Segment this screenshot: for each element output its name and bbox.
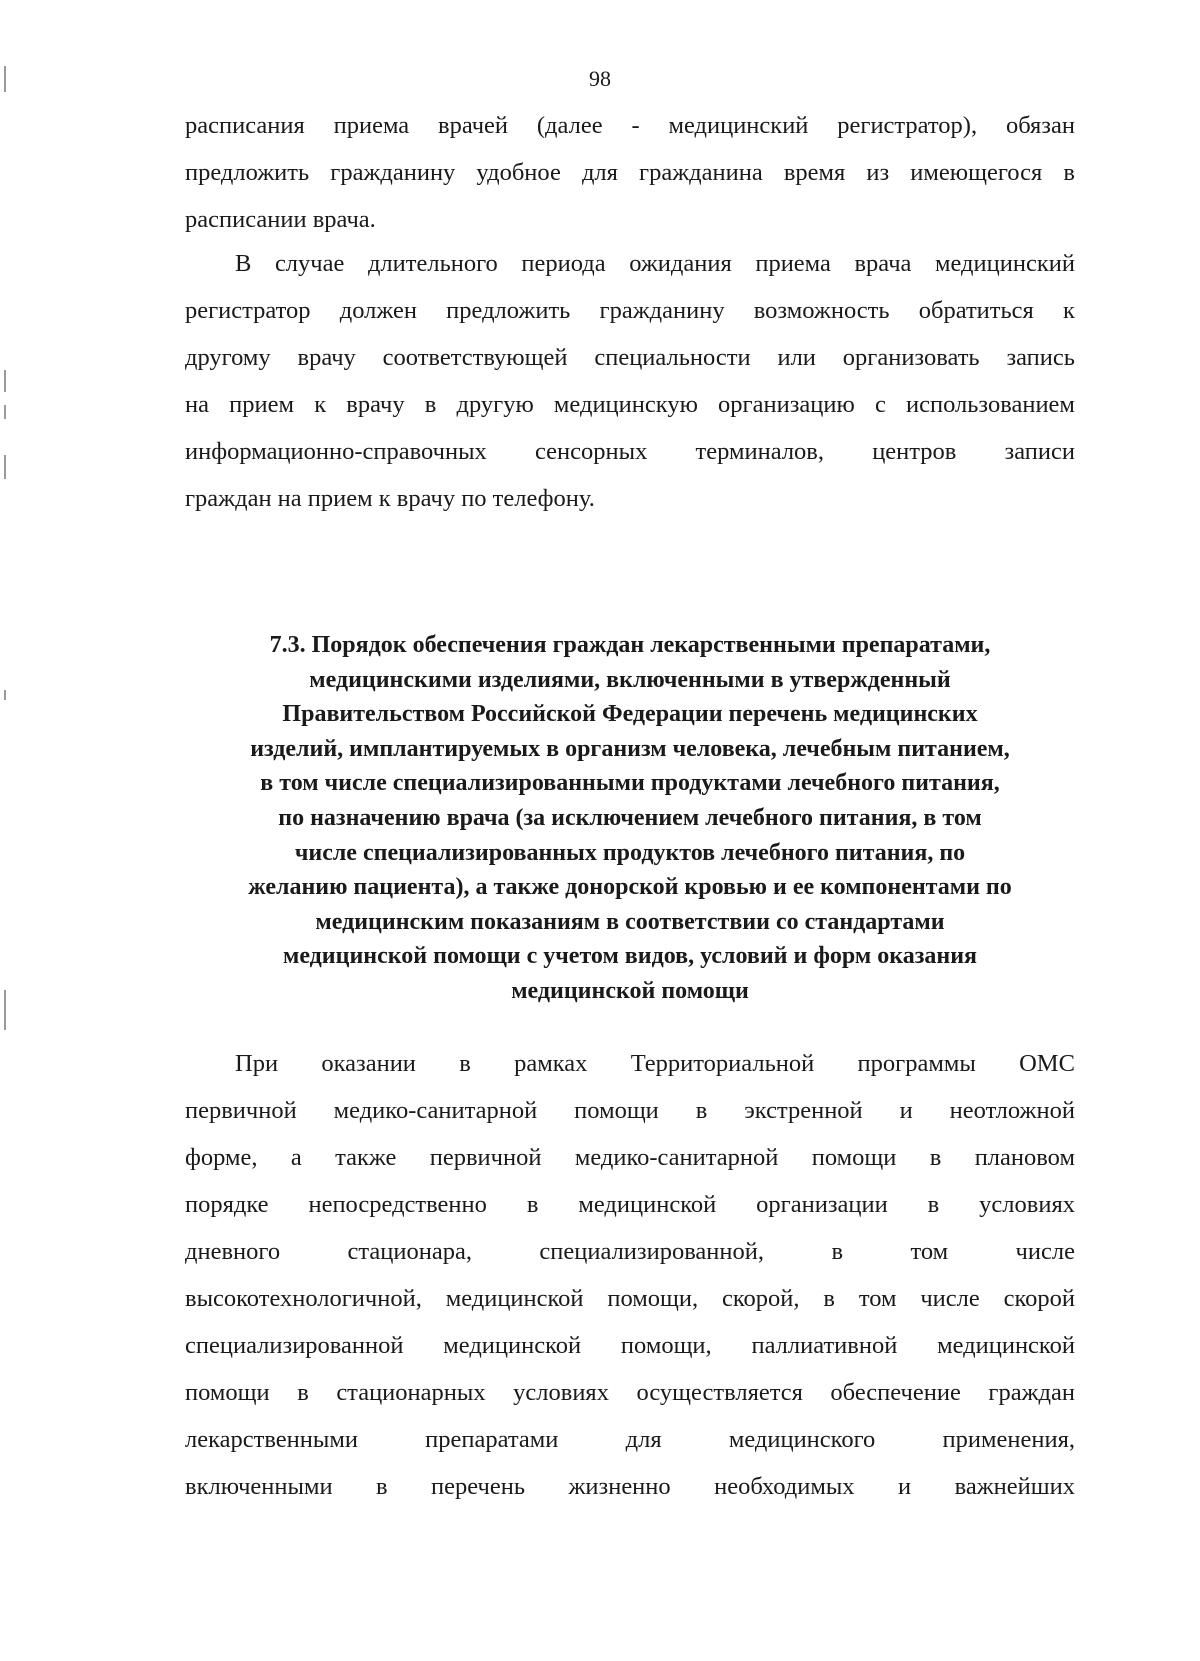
word: непосредственно (308, 1191, 487, 1218)
text-line (185, 1463, 1075, 1510)
word: обеспечение (830, 1379, 961, 1406)
scan-edge-mark (4, 455, 6, 479)
word: время (783, 159, 846, 186)
word: а (290, 1144, 302, 1171)
word: регистратор (185, 297, 311, 324)
word: для (625, 1426, 662, 1453)
word: В (235, 250, 252, 277)
word: перечень (431, 1473, 526, 1500)
scan-edge-mark (4, 405, 6, 419)
word: предложить (185, 159, 310, 186)
word: медицинской (445, 1285, 584, 1312)
word: медико-санитарной (574, 1144, 779, 1171)
text-line (185, 1134, 1075, 1181)
word: том (858, 1285, 897, 1312)
word: стационарных (336, 1379, 486, 1406)
text-line (185, 1087, 1075, 1134)
word: удобное (476, 159, 561, 186)
section-heading (160, 628, 1100, 1009)
heading-line: в том числе специализированными продуктами лечебного питания, (260, 770, 1000, 797)
word: расписания (185, 112, 305, 139)
text-line (185, 1369, 1075, 1416)
word: прием (229, 391, 295, 418)
word: важнейших (954, 1473, 1075, 1500)
word: врачу (297, 344, 356, 371)
heading-line: медицинскими изделиями, включенными в утвержденный (309, 666, 951, 693)
word: в (1063, 159, 1075, 186)
text-line (185, 428, 1075, 475)
word: врачей (438, 112, 509, 139)
word: запись (1006, 344, 1075, 371)
word: первичной (185, 1097, 297, 1124)
text-line (185, 240, 1075, 287)
word: для (581, 159, 618, 186)
word: порядке (185, 1191, 269, 1218)
word: также (335, 1144, 397, 1171)
word: гражданина (639, 159, 763, 186)
word: записи (1004, 438, 1075, 465)
word: оказании (321, 1050, 416, 1077)
word: или (777, 344, 816, 371)
word: периода (521, 250, 606, 277)
word: помощи (185, 1379, 270, 1406)
word: ожидания (629, 250, 732, 277)
word: плановом (974, 1144, 1075, 1171)
word: информационно-справочных (185, 438, 487, 465)
page-number: 98 (589, 66, 611, 91)
word: врача (854, 250, 912, 277)
word: паллиативной (751, 1332, 898, 1359)
text-line: расписании врача. (185, 206, 376, 233)
paragraph-continuation (185, 102, 1075, 243)
text-line (185, 381, 1075, 428)
word: помощи (811, 1144, 897, 1171)
text-line (185, 149, 1075, 196)
word: форме, (185, 1144, 258, 1171)
scan-edge-mark (4, 990, 6, 1030)
word: гражданину (330, 159, 456, 186)
word: помощи, (607, 1285, 699, 1312)
word: специализированной (185, 1332, 404, 1359)
heading-line: медицинской помощи (511, 977, 749, 1004)
word: - (631, 112, 640, 139)
word: врачу (346, 391, 405, 418)
word: первичной (429, 1144, 542, 1171)
word: стационара, (347, 1238, 472, 1265)
word: специализированной, (539, 1238, 765, 1265)
scan-edge-mark (4, 690, 6, 700)
heading-line: числе специализированных продуктов лечебного питания, по (294, 839, 966, 866)
text-line (185, 1322, 1075, 1369)
word: в (823, 1285, 835, 1312)
word: в (831, 1238, 844, 1265)
heading-line: изделий, имплантируемых в организм человека, лечебным питанием, (250, 735, 1010, 762)
word: осуществляется (636, 1379, 803, 1406)
paragraph-waiting-period (185, 240, 1075, 522)
word: в (376, 1473, 388, 1500)
word: приема (755, 250, 831, 277)
word: организации (756, 1191, 888, 1218)
word: обратиться (918, 297, 1034, 324)
word: к (1063, 297, 1075, 324)
word: медицинской (937, 1332, 1075, 1359)
word: в (297, 1379, 309, 1406)
word: включенными (185, 1473, 333, 1500)
word: дневного (185, 1238, 281, 1265)
word: условиях (513, 1379, 609, 1406)
word: другую (456, 391, 534, 418)
word: специальности (594, 344, 751, 371)
word: применения, (942, 1426, 1075, 1453)
word: (далее (536, 112, 603, 139)
text-line (185, 334, 1075, 381)
word: регистратор), (837, 112, 978, 139)
text-line (185, 1416, 1075, 1463)
word: условиях (979, 1191, 1075, 1218)
text-line (185, 1275, 1075, 1322)
word: При (235, 1050, 279, 1077)
word: длительного (367, 250, 498, 277)
word: медико-санитарной (333, 1097, 538, 1124)
heading-line: желанию пациента), а также донорской кровью и ее компонентами по (248, 874, 1012, 901)
word: использованием (906, 391, 1075, 418)
word: в (459, 1050, 471, 1077)
paragraph-provision (185, 1040, 1075, 1510)
text-line: граждан на прием к врачу по телефону. (185, 485, 595, 512)
word: препаратами (425, 1426, 559, 1453)
text-line (185, 102, 1075, 149)
word: числе (1015, 1238, 1075, 1265)
heading-line: медицинским показаниям в соответствии со стандартами (315, 908, 945, 935)
word: жизненно (568, 1473, 671, 1500)
word: в (927, 1191, 940, 1218)
word: необходимых (714, 1473, 855, 1500)
word: медицинской (578, 1191, 717, 1218)
word: с (874, 391, 886, 418)
word: медицинскую (553, 391, 698, 418)
word: скорой, (722, 1285, 800, 1312)
scan-edge-mark (4, 370, 6, 392)
text-line (185, 1228, 1075, 1275)
word: Территориальной (630, 1050, 815, 1077)
word: ОМС (1019, 1050, 1075, 1077)
word: и (899, 1097, 913, 1124)
heading-line: медицинской помощи с учетом видов, условий и форм оказания (282, 943, 978, 970)
word: медицинский (935, 250, 1075, 277)
word: и (898, 1473, 912, 1500)
word: скорой (1003, 1285, 1075, 1312)
word: рамках (514, 1050, 588, 1077)
word: случае (274, 250, 345, 277)
word: возможность (753, 297, 890, 324)
word: сенсорных (535, 438, 648, 465)
word: другому (185, 344, 271, 371)
word: из (866, 159, 890, 186)
word: в (526, 1191, 539, 1218)
text-line (185, 1181, 1075, 1228)
word: программы (857, 1050, 976, 1077)
text-line (185, 287, 1075, 334)
word: терминалов, (695, 438, 824, 465)
word: на (185, 391, 209, 418)
word: граждан (988, 1379, 1075, 1406)
word: медицинский (668, 112, 809, 139)
word: в (424, 391, 437, 418)
heading-line: 7.3. Порядок обеспечения граждан лекарственными препаратами, (269, 632, 991, 658)
word: соответствующей (382, 344, 568, 371)
word: гражданину (599, 297, 725, 324)
word: том (910, 1238, 949, 1265)
word: лекарственными (185, 1426, 358, 1453)
word: неотложной (949, 1097, 1075, 1124)
text-line (185, 1040, 1075, 1087)
word: высокотехнологичной, (185, 1285, 422, 1312)
word: в (929, 1144, 942, 1171)
word: числе (920, 1285, 980, 1312)
word: приема (333, 112, 410, 139)
word: медицинского (728, 1426, 876, 1453)
word: должен (339, 297, 417, 324)
word: организацию (718, 391, 855, 418)
word: помощи (574, 1097, 659, 1124)
word: к (314, 391, 327, 418)
word: в (695, 1097, 708, 1124)
heading-line: Правительством Российской Федерации перечень медицинских (282, 701, 978, 728)
word: экстренной (744, 1097, 863, 1124)
word: центров (872, 438, 957, 465)
heading-line: по назначению врача (за исключением лечебного питания, в том (278, 804, 982, 831)
word: медицинской (443, 1332, 582, 1359)
word: предложить (446, 297, 571, 324)
word: помощи, (620, 1332, 712, 1359)
word: организовать (842, 344, 980, 371)
word: обязан (1005, 112, 1075, 139)
word: имеющегося (910, 159, 1043, 186)
